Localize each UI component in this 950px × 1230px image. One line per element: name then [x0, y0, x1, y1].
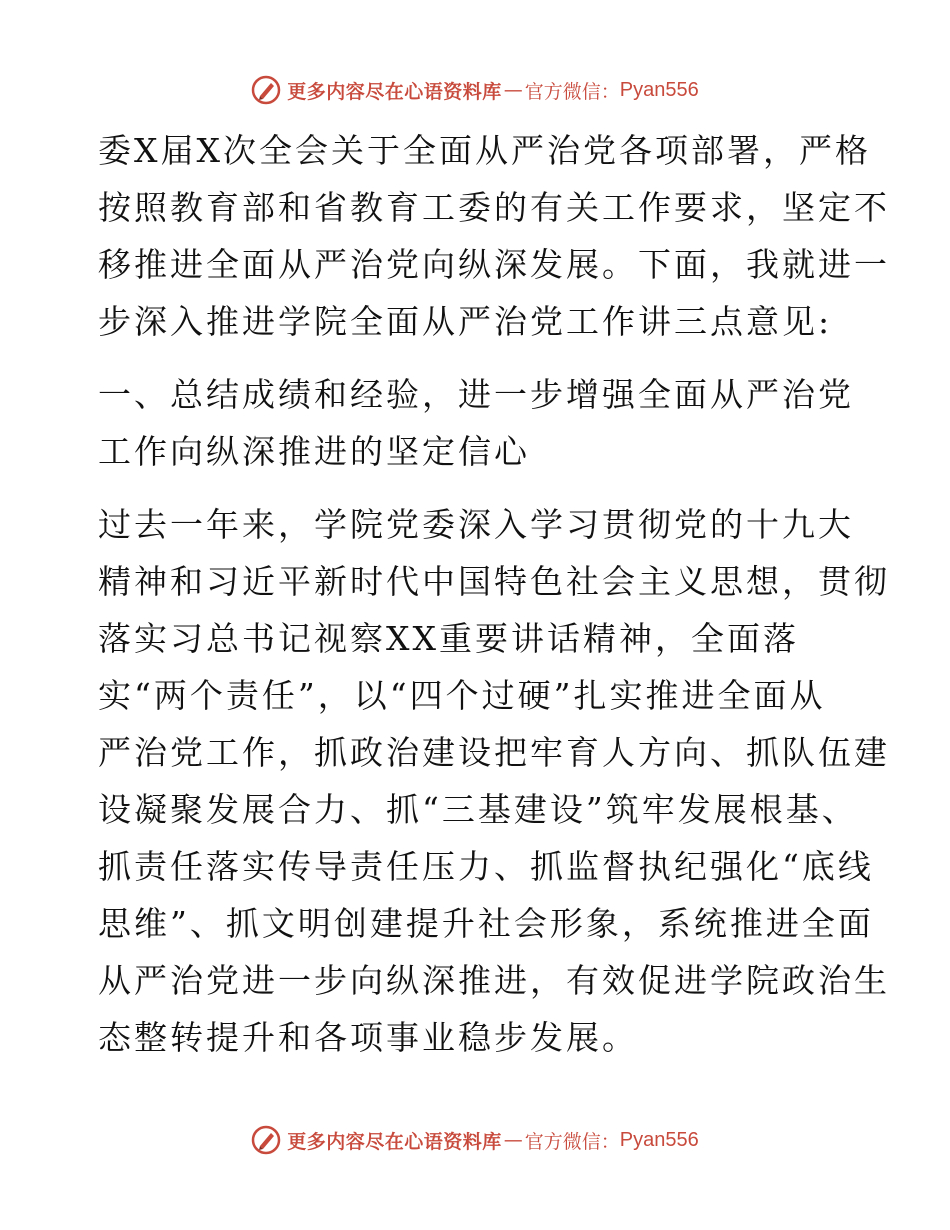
document-body: [98, 122, 890, 1066]
text-line: 步深入推进学院全面从严治党工作讲三点意见:: [98, 302, 833, 341]
text-line: 设凝聚发展合力、抓“三基建设”筑牢发展根基、: [98, 790, 858, 829]
pen-logo-icon: [251, 75, 281, 105]
banner-separator: —: [503, 1129, 523, 1151]
text-line: 实“两个责任”，以“四个过硬”扎实推进全面从: [98, 676, 826, 715]
footer-banner: [0, 1120, 950, 1160]
body-paragraph: [98, 496, 890, 1066]
banner-separator: —: [503, 79, 523, 101]
text-line: 移推进全面从严治党向纵深发展。下面，我就进一: [98, 245, 890, 284]
heading-line: 工作向纵深推进的坚定信心: [98, 432, 530, 471]
section-heading: [98, 366, 858, 480]
text-line: 从严治党进一步向纵深推进，有效促进学院政治生: [98, 961, 890, 1000]
heading-line: 一、总结成绩和经验，进一步增强全面从严治党: [98, 375, 854, 414]
text-line: 态整转提升和各项事业稳步发展。: [98, 1018, 638, 1057]
text-line: 委X届X次全会关于全面从严治党各项部署，严格: [98, 131, 871, 170]
banner-slogan: 更多内容尽在心语资料库: [287, 1130, 502, 1153]
text-line: 思维”、抓文明创建提升社会形象，系统推进全面: [98, 904, 874, 943]
banner-official-label: 官方微信：: [524, 1130, 620, 1153]
intro-paragraph: [98, 122, 890, 350]
banner-wechat-id: Pyan556: [619, 78, 699, 101]
banner-official-label: 官方微信：: [524, 80, 620, 103]
text-line: 严治党工作，抓政治建设把牢育人方向、抓队伍建: [98, 733, 890, 772]
text-line: 按照教育部和省教育工委的有关工作要求，坚定不: [98, 188, 890, 227]
text-line: 精神和习近平新时代中国特色社会主义思想，贯彻: [98, 562, 890, 601]
banner-slogan: 更多内容尽在心语资料库: [287, 80, 502, 103]
text-line: 抓责任落实传导责任压力、抓监督执纪强化“底线: [98, 847, 874, 886]
text-line: 落实习总书记视察XX重要讲话精神，全面落: [98, 619, 799, 658]
text-line: 过去一年来，学院党委深入学习贯彻党的十九大: [98, 505, 854, 544]
pen-logo-icon: [251, 1125, 281, 1155]
banner-wechat-id: Pyan556: [619, 1128, 699, 1151]
header-banner: [0, 70, 950, 110]
